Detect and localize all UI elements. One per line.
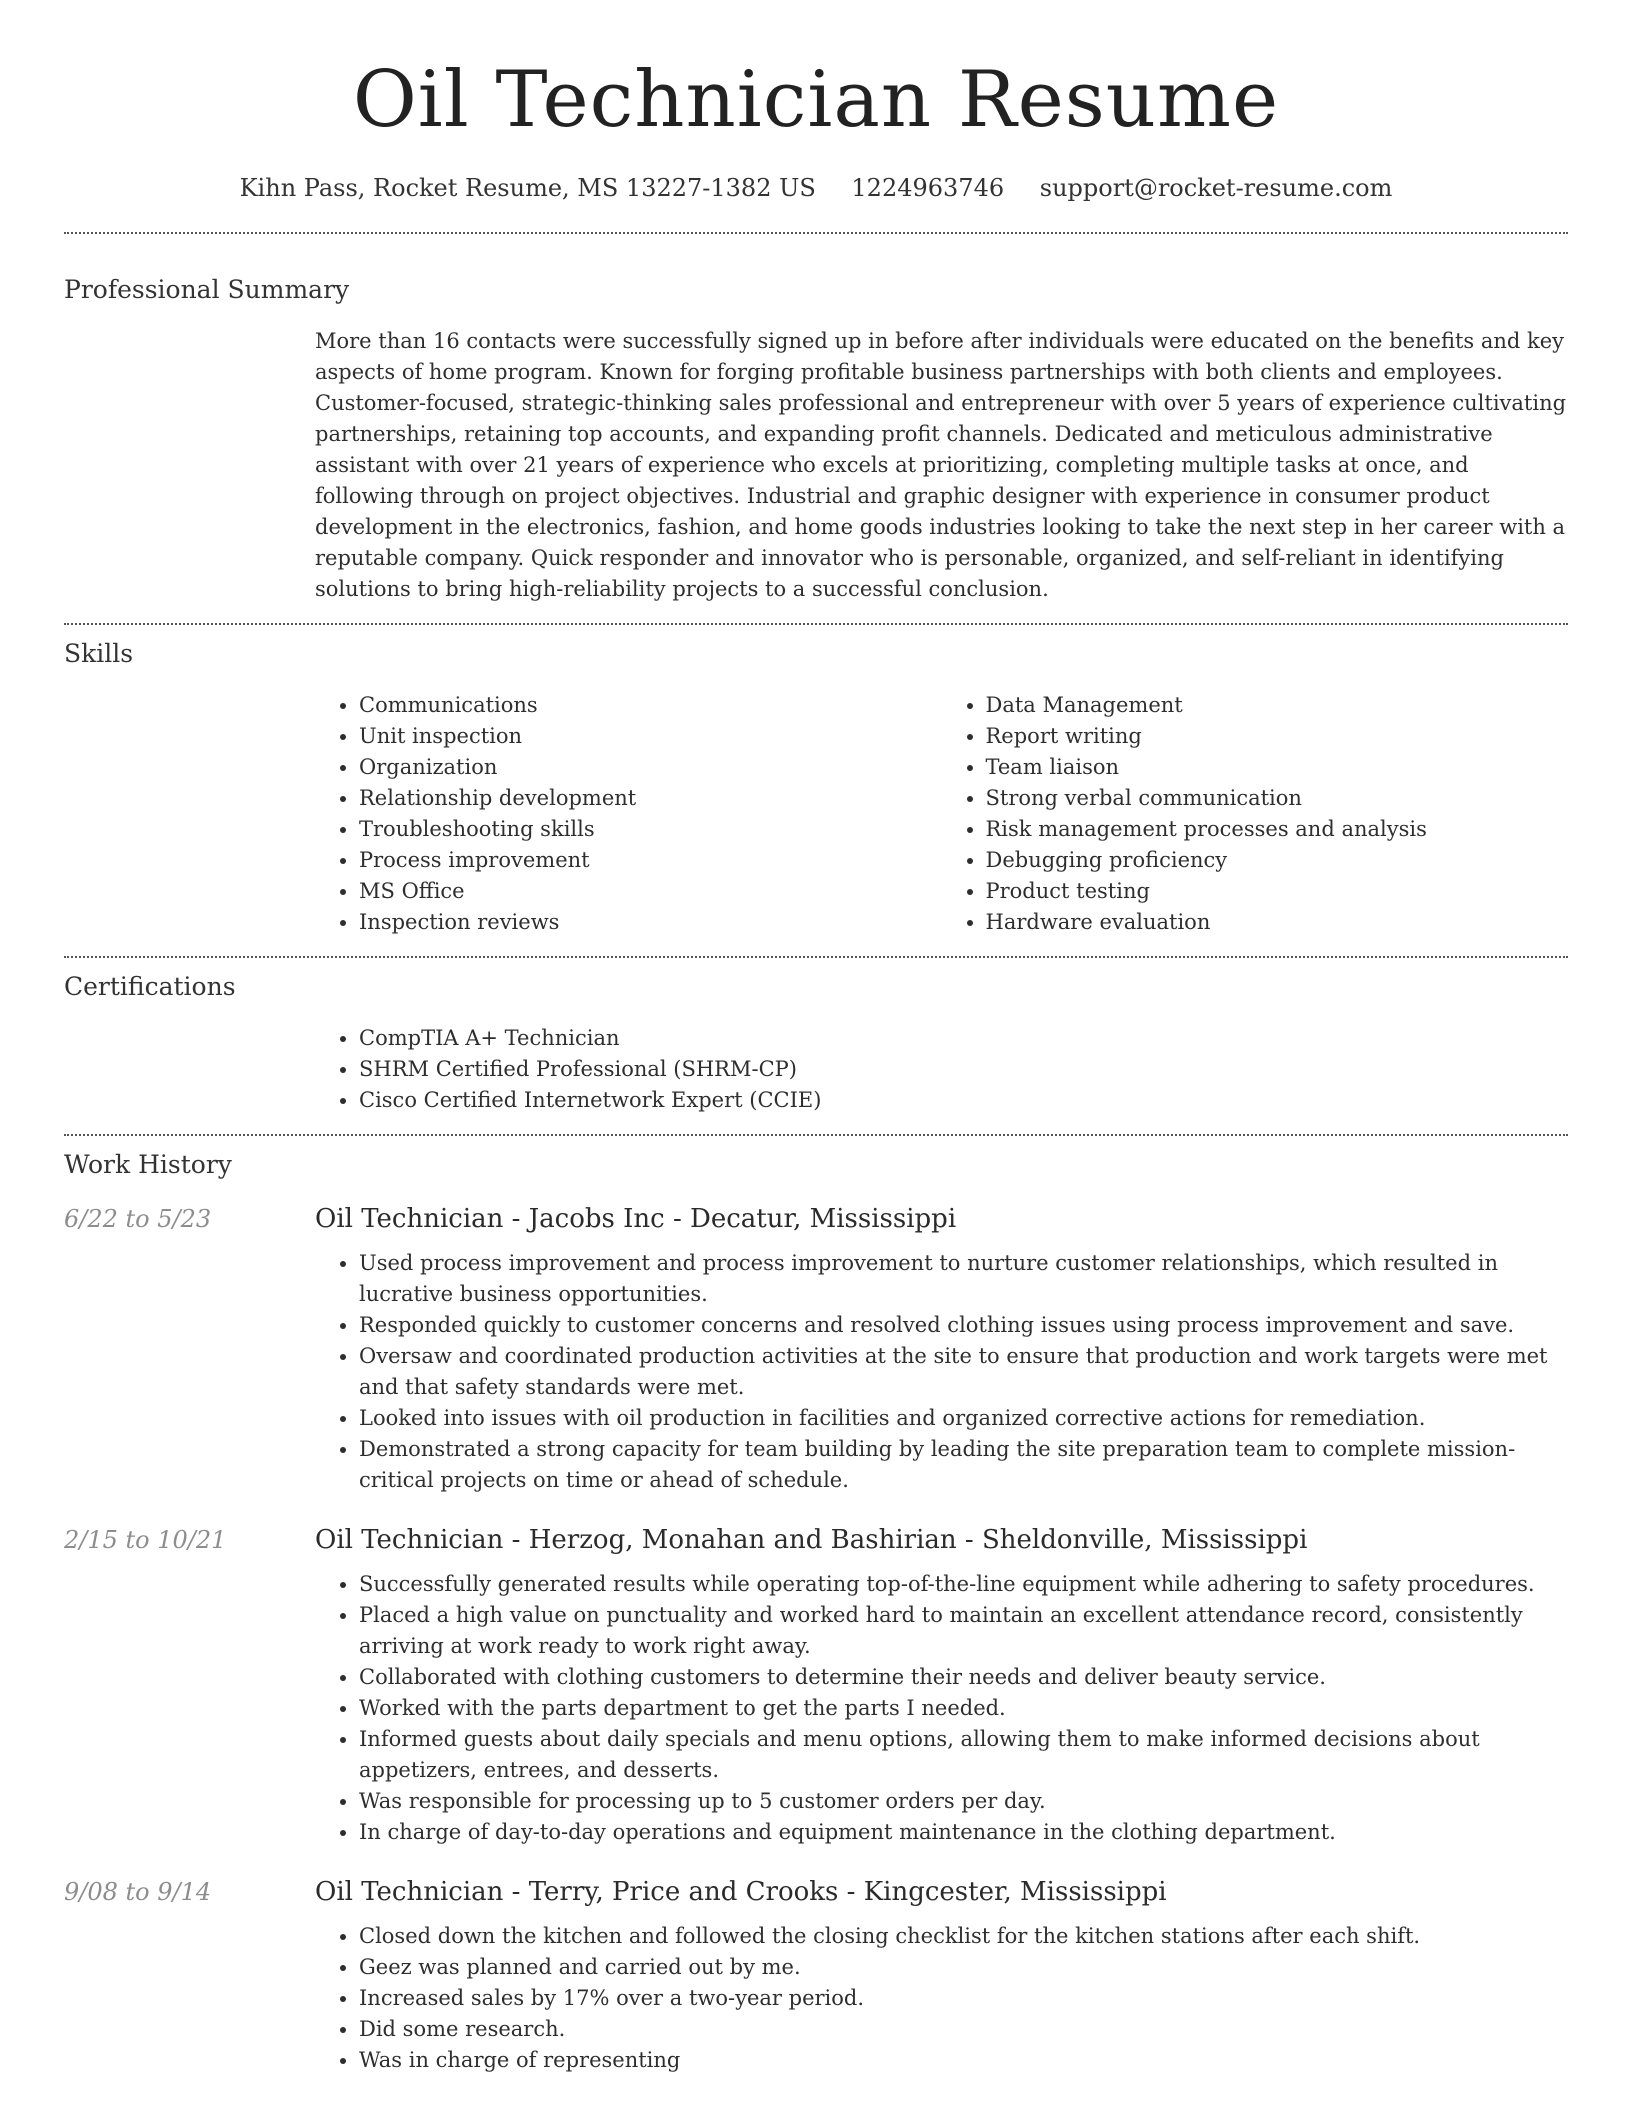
skill-item: • Process improvement: [359, 845, 942, 876]
job-title: Oil Technician - Herzog, Monahan and Bashirian - Sheldonville, Mississippi: [315, 1525, 1308, 1555]
skill-item: • Debugging proficiency: [986, 845, 1569, 876]
job-dates: 9/08 to 9/14: [64, 1878, 212, 1906]
job-bullets: [315, 1921, 1568, 2076]
skills-heading: Skills: [64, 639, 134, 668]
job-bullets: [315, 1569, 1568, 1848]
job-title: Oil Technician - Jacobs Inc - Decatur, Mississippi: [315, 1204, 957, 1234]
skill-item: • Product testing: [986, 876, 1569, 907]
resume-title: Oil Technician Resume: [352, 55, 1280, 145]
job-header: [64, 1877, 1568, 1907]
job-bullet: • Collaborated with clothing customers to determine their needs and deliver beauty service.: [359, 1662, 1568, 1693]
skill-item: • Report writing: [986, 721, 1569, 752]
skill-item: • Unit inspection: [359, 721, 942, 752]
job-bullets-wrap: [315, 1569, 1568, 1848]
skill-item: • Risk management processes and analysis: [986, 814, 1569, 845]
job-bullet: • Looked into issues with oil production in facilities and organized corrective actions for remediation.: [359, 1403, 1568, 1434]
certifications-section: [64, 970, 1568, 1116]
job-header: [64, 1204, 1568, 1234]
job-bullet: • In charge of day-to-day operations and equipment maintenance in the clothing department.: [359, 1817, 1568, 1848]
contact-email[interactable]: support@rocket-resume.com: [1039, 174, 1393, 202]
skill-item: • Team liaison: [986, 752, 1569, 783]
job-header: [64, 1525, 1568, 1555]
job-bullet: • Was responsible for processing up to 5 customer orders per day.: [359, 1786, 1568, 1817]
job-bullet: • Geez was planned and carried out by me.: [359, 1952, 1568, 1983]
job-bullet: • Closed down the kitchen and followed the closing checklist for the kitchen stations after each shift.: [359, 1921, 1568, 1952]
skill-item: • Troubleshooting skills: [359, 814, 942, 845]
resume-page: [64, 0, 1568, 2076]
skill-item: • Data Management: [986, 690, 1569, 721]
certifications-list-wrap: [315, 1023, 1568, 1116]
job-bullets-wrap: [315, 1248, 1568, 1496]
skill-item: • Relationship development: [359, 783, 942, 814]
job-bullet: • Placed a high value on punctuality and worked hard to maintain an excellent attendance record, consistently arriving at work ready to work right away.: [359, 1600, 1568, 1662]
job-bullet: • Worked with the parts department to get the parts I needed.: [359, 1693, 1568, 1724]
job-dates: 2/15 to 10/21: [64, 1526, 227, 1554]
job-entry: [64, 1877, 1568, 2076]
certification-item: • SHRM Certified Professional (SHRM-CP): [359, 1054, 1568, 1085]
certification-item: • Cisco Certified Internetwork Expert (CCIE): [359, 1085, 1568, 1116]
job-bullet: • Demonstrated a strong capacity for team building by leading the site preparation team to complete mission-critical projects on time or ahead of schedule.: [359, 1434, 1568, 1496]
job-entry: [64, 1204, 1568, 1496]
summary-text: More than 16 contacts were successfully signed up in before after individuals were educated on the benefits and key aspects of home program. Known for forging profitable business partnerships with both clients and employees. Customer-focused, strategic-thinking sales professional and entrepreneur with over 5 years of experience cultivating partnerships, retaining top accounts, and expanding profit channels. Dedicated and meticulous administrative assistant with over 21 years of experience who excels at prioritizing, completing multiple tasks at once, and following through on project objectives. Industrial and graphic designer with experience in consumer product development in the electronics, fashion, and home goods industries looking to take the next step in her career with a reputable company. Quick responder and innovator who is personable, organized, and self-reliant in identifying solutions to bring high-reliability projects to a successful conclusion.: [315, 329, 1567, 601]
summary-heading: Professional Summary: [64, 275, 350, 304]
section-divider: [64, 623, 1568, 625]
skills-section: [64, 637, 1568, 938]
job-bullet: • Responded quickly to customer concerns and resolved clothing issues using process improvement and save.: [359, 1310, 1568, 1341]
section-divider: [64, 232, 1568, 234]
job-bullets: [315, 1248, 1568, 1496]
skill-item: • Hardware evaluation: [986, 907, 1569, 938]
skill-item: • Communications: [359, 690, 942, 721]
contact-line: [64, 170, 1568, 206]
certification-item: • CompTIA A+ Technician: [359, 1023, 1568, 1054]
skill-item: • Strong verbal communication: [986, 783, 1569, 814]
job-bullet: • Successfully generated results while operating top-of-the-line equipment while adhering to safety procedures.: [359, 1569, 1568, 1600]
skill-item: • Organization: [359, 752, 942, 783]
work-history-heading: Work History: [64, 1150, 232, 1179]
job-entry: [64, 1525, 1568, 1848]
work-history-section: [64, 1148, 1568, 2076]
skills-list-left: [315, 690, 942, 938]
job-bullet: • Increased sales by 17% over a two-year period.: [359, 1983, 1568, 2014]
job-dates: 6/22 to 5/23: [64, 1205, 212, 1233]
job-bullet: • Was in charge of representing: [359, 2045, 1568, 2076]
job-title: Oil Technician - Terry, Price and Crooks - Kingcester, Mississippi: [315, 1877, 1167, 1907]
section-divider: [64, 1134, 1568, 1136]
job-bullets-wrap: [315, 1921, 1568, 2076]
skills-list-right: [942, 690, 1569, 938]
skills-grid: [315, 690, 1568, 938]
certifications-list: [315, 1023, 1568, 1116]
job-bullet: • Did some research.: [359, 2014, 1568, 2045]
job-bullet: • Used process improvement and process improvement to nurture customer relationships, which resulted in lucrative business opportunities.: [359, 1248, 1568, 1310]
skill-item: • Inspection reviews: [359, 907, 942, 938]
summary-section: [64, 273, 1568, 605]
contact-phone: 1224963746: [851, 174, 1005, 202]
certifications-heading: Certifications: [64, 972, 236, 1001]
contact-address: Kihn Pass, Rocket Resume, MS 13227-1382 US: [239, 174, 816, 202]
job-bullet: • Informed guests about daily specials and menu options, allowing them to make informed decisions about appetizers, entrees, and desserts.: [359, 1724, 1568, 1786]
section-divider: [64, 956, 1568, 958]
skill-item: • MS Office: [359, 876, 942, 907]
job-bullet: • Oversaw and coordinated production activities at the site to ensure that production and work targets were met and that safety standards were met.: [359, 1341, 1568, 1403]
